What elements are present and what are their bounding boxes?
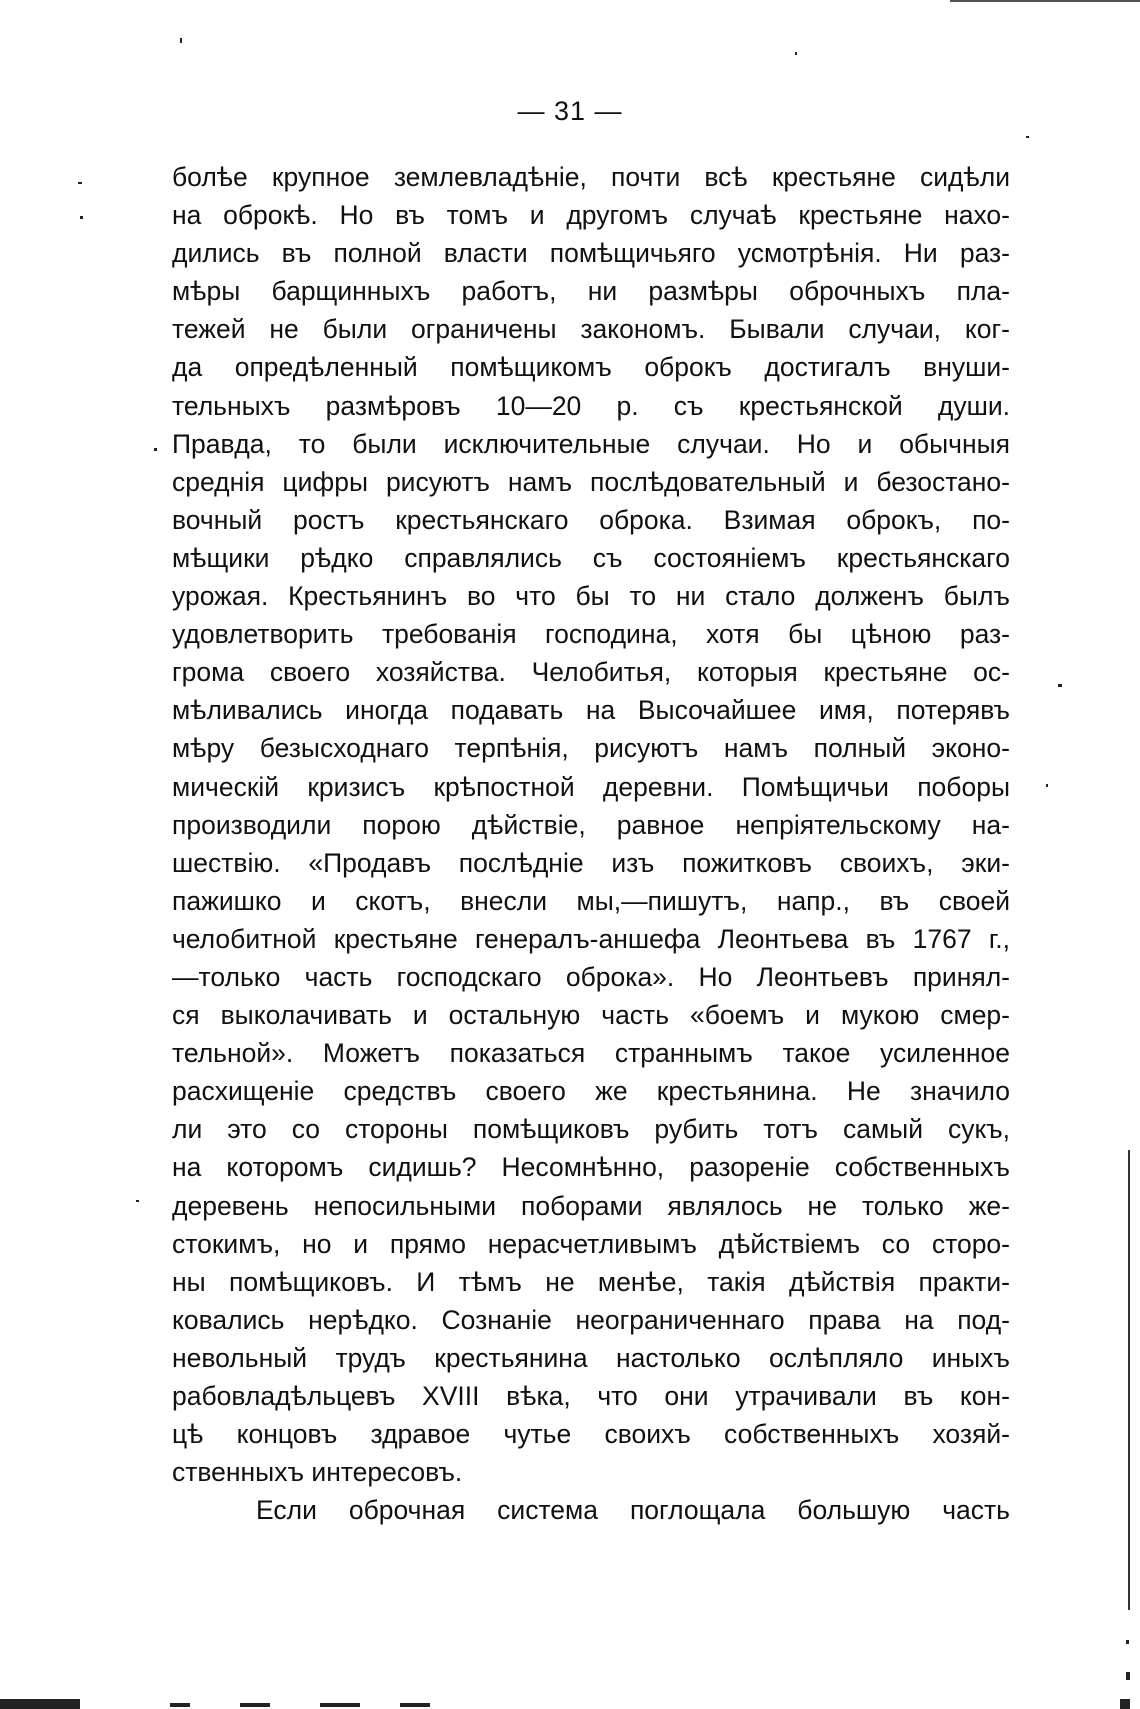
scan-speck [1026,136,1029,138]
text-line: вочный ростъ крестьянскаго оброка. Взимая оброкъ, по- [172,504,1010,535]
text-line: удовлетворить требованія господина, хотя бы цѣною раз- [172,619,1010,650]
text-line: Правда, то были исключительные случаи. Но и обычныя [172,428,1010,459]
text-line: рабовладѣльцевъ XVIII вѣка, что они утрачивали въ кон- [172,1381,1010,1411]
text-line: мѣры барщинныхъ работъ, ни размѣры оброчныхъ пла- [172,276,1010,307]
scan-margin-rule [1128,1150,1130,1610]
text-line: болѣе крупное землевладѣніе, почти всѣ крестьяне сидѣли [172,162,1010,192]
text-line: тельной». Можетъ показаться страннымъ такое усиленное [172,1038,1010,1069]
scan-speck [1058,684,1062,687]
text-line: ли это со стороны помѣщиковъ рубить тотъ самый сукъ, [172,1114,1010,1145]
text-line: грома своего хозяйства. Челобитья, которыя крестьяне ос- [172,657,1010,688]
scan-speck [180,38,182,43]
text-line: мѣру безысходнаго терпѣнія, рисуютъ намъ полный эконо- [172,733,1010,764]
scan-speck [136,1200,139,1202]
body-text [172,158,1010,1529]
scan-speck [1126,1672,1130,1680]
scan-speck [795,52,797,55]
scan-bottom-edge [0,1695,1140,1709]
text-line: мическій кризисъ крѣпостной деревни. Помѣщичьи поборы [172,771,1010,802]
text-line: на оброкѣ. Но въ томъ и другомъ случаѣ крестьяне нахо- [172,200,1010,231]
text-line: урожая. Крестьянинъ во что бы то ни стало долженъ былъ [172,581,1010,612]
text-line: пажишко и скотъ, внесли мы,—пишутъ, напр., въ своей [172,885,1010,916]
text-line: деревень непосильными поборами являлось не только же- [172,1190,1010,1221]
text-line: тельныхъ размѣровъ 10—20 р. съ крестьянской души. [172,390,1010,421]
text-line: стокимъ, но и прямо нерасчетливымъ дѣйствіемъ со сторо- [172,1228,1010,1259]
text-line: цѣ концовъ здравое чутье своихъ собственныхъ хозяй- [172,1419,1010,1450]
paragraph-end-line: ственныхъ интересовъ. [172,1457,463,1488]
scan-speck [80,216,83,219]
scan-speck [154,448,157,451]
text-line: производили порою дѣйствіе, равное непріятельскому на- [172,809,1010,840]
text-line: ковались нерѣдко. Сознаніе неограниченнаго права на под- [172,1304,1010,1335]
scan-speck [78,182,82,184]
scan-edge-rule [950,0,1140,2]
text-line: —только часть господскаго оброка». Но Леонтьевъ принял- [172,961,1010,992]
text-line: невольный трудъ крестьянина настолько ослѣпляло иныхъ [172,1342,1010,1373]
text-line: на которомъ сидишь? Несомнѣнно, разореніе собственныхъ [172,1152,1010,1183]
text-line: тежей не были ограничены закономъ. Бывали случаи, ког- [172,314,1010,345]
text-line: ны помѣщиковъ. И тѣмъ не менѣе, такія дѣйствія практи- [172,1266,1010,1297]
text-line: шествію. «Продавъ послѣдніе изъ пожитковъ своихъ, эки- [172,847,1010,878]
text-line: ся выколачивать и остальную часть «боемъ и мукою смер- [172,1000,1010,1031]
text-line: среднія цифры рисуютъ намъ послѣдовательный и безостано- [172,466,1010,497]
paragraph-start-line: Если оброчная система поглощала большую часть [256,1495,1010,1526]
text-line: да опредѣленный помѣщикомъ оброкъ достигалъ внуши- [172,352,1010,383]
text-line: челобитной крестьяне генералъ-аншефа Леонтьева въ 1767 г., [172,923,1010,954]
scan-speck [1126,1640,1129,1644]
text-line: мѣщики рѣдко справлялись съ состояніемъ крестьянскаго [172,542,1010,573]
text-line: расхищеніе средствъ своего же крестьянина. Не значило [172,1076,1010,1107]
text-line: мѣливались иногда подавать на Высочайшее имя, потерявъ [172,695,1010,726]
scan-speck [1046,784,1048,787]
page-number: — 31 — [517,96,623,126]
text-line: дились въ полной власти помѣщичьяго усмотрѣнія. Ни раз- [172,238,1010,269]
